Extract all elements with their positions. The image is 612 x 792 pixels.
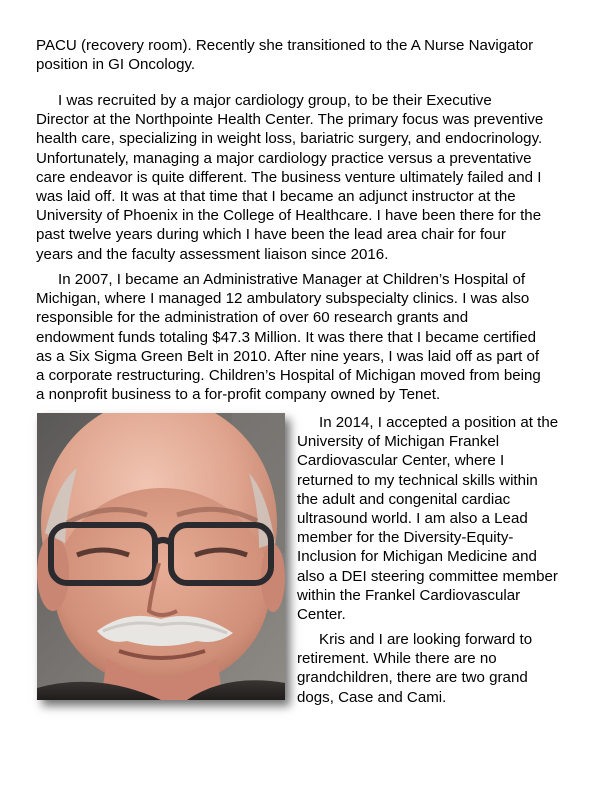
text-line: also a DEI steering committee member <box>297 567 558 585</box>
text-line: University of Phoenix in the College of Healthcare. I have been there for the <box>36 207 542 225</box>
text-line: Unfortunately, managing a major cardiology practice versus a preventative <box>36 149 532 167</box>
text-line: member for the Diversity-Equity- <box>297 529 514 547</box>
text-line-content: I was recruited by a major cardiology group, to be their Executive <box>58 92 492 109</box>
text-line: University of Michigan Frankel <box>297 433 500 451</box>
text-line <box>36 270 541 289</box>
text-line: years and the faculty assessment liaison since 2016. <box>36 245 389 263</box>
portrait-photo <box>37 413 285 700</box>
text-line: a nonprofit business to a for-profit company owned by Tenet. <box>36 386 441 404</box>
paragraph-university-michigan <box>297 413 558 624</box>
text-line: ultrasound world. I am also a Lead <box>297 510 528 528</box>
text-line: Center. <box>297 606 346 624</box>
text-line: health care, specializing in weight loss, bariatric surgery, and endocrinology. <box>36 130 543 148</box>
paragraph-childrens-hospital <box>36 270 541 404</box>
text-line: grandchildren, there are two grand <box>297 669 528 687</box>
text-line: position in GI Oncology. <box>36 56 196 74</box>
text-line: Cardiovascular Center, where I <box>297 452 505 470</box>
paragraph-retirement <box>297 630 532 707</box>
text-line: was laid off. It was at that time that I became an adjunct instructor at the <box>36 188 516 206</box>
text-line: Michigan, where I managed 12 ambulatory subspecialty clinics. I was also <box>36 290 530 308</box>
text-line: Inclusion for Michigan Medicine and <box>297 548 537 566</box>
text-line: PACU (recovery room). Recently she transitioned to the A Nurse Navigator <box>36 37 534 54</box>
text-line: within the Frankel Cardiovascular <box>297 586 521 604</box>
text-line-content: In 2007, I became an Administrative Manager at Children’s Hospital of <box>58 271 526 288</box>
text-line: past twelve years during which I have been the lead area chair for four <box>36 226 506 244</box>
text-line: endowment funds totaling $47.3 Million. It was there that I became certified <box>36 328 537 346</box>
paragraph-continuation <box>36 36 533 74</box>
text-line: care endeavor is quite different. The business venture ultimately failed and I <box>36 168 542 186</box>
text-line: a corporate restructuring. Children’s Hospital of Michigan moved from being <box>36 367 541 385</box>
text-line: dogs, Case and Cami. <box>297 688 447 706</box>
text-line: retirement. While there are no <box>297 650 497 668</box>
text-line: as a Six Sigma Green Belt in 2010. After nine years, I was laid off as part of <box>36 347 540 365</box>
text-line: Director at the Northpointe Health Center. The primary focus was preventive <box>36 111 544 129</box>
text-line: responsible for the administration of over 60 research grants and <box>36 309 469 327</box>
paragraph-executive-director <box>36 91 543 264</box>
text-line <box>36 91 543 110</box>
text-line: the adult and congenital cardiac <box>297 490 511 508</box>
text-line-content: Kris and I are looking forward to <box>319 631 533 648</box>
text-line <box>297 630 532 649</box>
text-line: returned to my technical skills within <box>297 471 538 489</box>
text-line-content: In 2014, I accepted a position at the <box>319 414 559 431</box>
text-line <box>297 413 558 432</box>
